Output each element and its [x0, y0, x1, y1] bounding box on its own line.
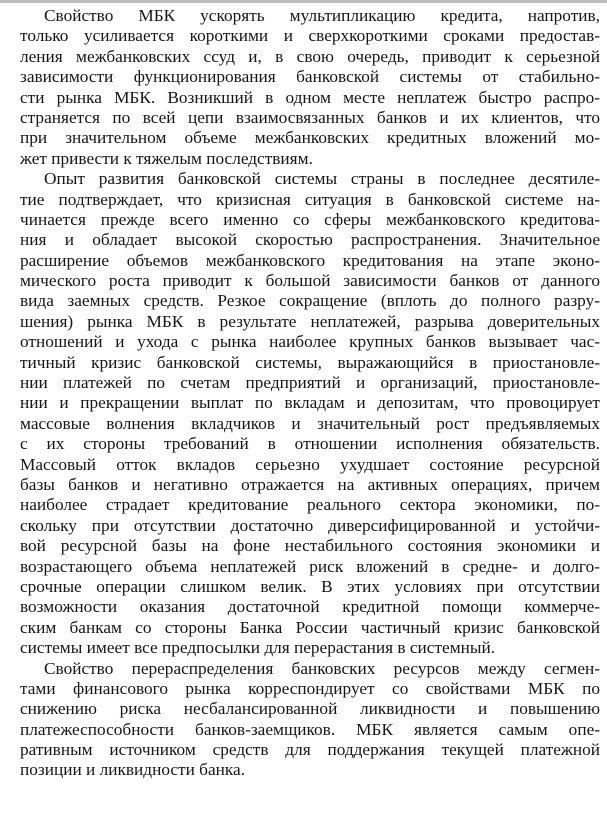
text-line: ления межбанковских ссуд и, в свою очередь, приводит к серьезной — [20, 46, 600, 66]
text-line: вида заемных средств. Резкое сокращение (вплоть до полного разру- — [20, 291, 600, 311]
text-line: скольку при отсутствии достаточно диверсифицированной и устойчи- — [20, 515, 600, 535]
text-line: при значительном объеме межбанковских кредитных вложений мо- — [20, 128, 600, 148]
text-line: срочные операции слишком велик. В этих условиях при отсутствии — [20, 576, 600, 596]
text-line: страняется по всей цепи взаимосвязанных банков и их клиентов, что — [20, 107, 600, 127]
text-line: сти рынка МБК. Возникший в одном месте неплатеж быстро распро- — [20, 87, 600, 107]
text-line: нии платежей по счетам предприятий и организаций, приостановле- — [20, 373, 600, 393]
text-line: только усиливается короткими и сверхкороткими сроками предостав- — [20, 26, 600, 46]
text-line: шения) рынка МБК в результате неплатежей, разрыва доверительных — [20, 311, 600, 331]
text-line: Свойство перераспределения банковских ресурсов между сегмен- — [44, 658, 600, 678]
text-line: базы банков и негативно отражается на активных операциях, причем — [20, 474, 600, 494]
document-page — [20, 6, 600, 781]
text-line: наиболее страдает кредитование реального сектора экономики, по- — [20, 495, 600, 515]
text-line: возрастающего объема неплатежей риск вложений в средне- и долго- — [20, 556, 600, 576]
text-line: нии и прекращении выплат по вкладам и депозитам, что провоцирует — [20, 393, 600, 413]
text-line: расширение объемов межбанковского кредитования на этапе эконо- — [20, 250, 600, 270]
text-line: мического роста приводит к большой зависимости банков от данного — [20, 271, 600, 291]
text-line: Свойство МБК ускорять мультипликацию кредита, напротив, — [44, 6, 600, 25]
text-line: позиции и ликвидности банка. — [20, 760, 246, 780]
text-line: с их стороны требований в отношении исполнения обязательств. — [20, 434, 600, 454]
text-line: Опыт развития банковской системы страны в последнее десятиле- — [44, 169, 600, 189]
text-line: жет привести к тяжелым последствиям. — [20, 148, 313, 168]
paragraph-1 — [20, 6, 600, 169]
paragraph-2 — [20, 169, 600, 658]
text-line: снижению риска несбалансированной ликвидности и повышению — [20, 699, 600, 719]
text-line: зависимости функционирования банковской системы от стабильно- — [20, 67, 600, 87]
paragraph-3 — [20, 659, 600, 781]
text-line: отношений и ухода с рынка наиболее крупных банков вызывает час- — [20, 332, 600, 352]
text-line: тие подтверждает, что кризисная ситуация в банковской системе на- — [20, 189, 600, 209]
text-line: платежеспособности банков-заемщиков. МБК является самым опе- — [20, 719, 600, 739]
text-line: массовые волнения вкладчиков и значительный рост предъявляемых — [20, 413, 600, 433]
text-line: чинается прежде всего именно со сферы межбанковского кредитова- — [20, 209, 600, 229]
text-line: Массовый отток вкладов серьезно ухудшает состояние ресурсной — [20, 454, 600, 474]
text-line: вой ресурсной базы на фоне нестабильного состояния экономики и — [20, 536, 600, 556]
text-line: тами финансового рынка корреспондирует со свойствами МБК по — [20, 678, 600, 698]
text-line: ния и обладает высокой скоростью распространения. Значительное — [20, 230, 600, 250]
scan-top-edge — [0, 0, 607, 3]
text-line: ративным источником средств для поддержания текущей платежной — [20, 740, 600, 760]
text-line: возможности оказания достаточной кредитной помощи коммерче- — [20, 597, 600, 617]
text-line: тичный кризис банковской системы, выражающийся в приостановле- — [20, 352, 600, 372]
text-line: ским банкам со стороны Банка России частичный кризис банковской — [20, 617, 600, 637]
text-line: системы имеет все предпосылки для перерастания в системный. — [20, 638, 496, 658]
